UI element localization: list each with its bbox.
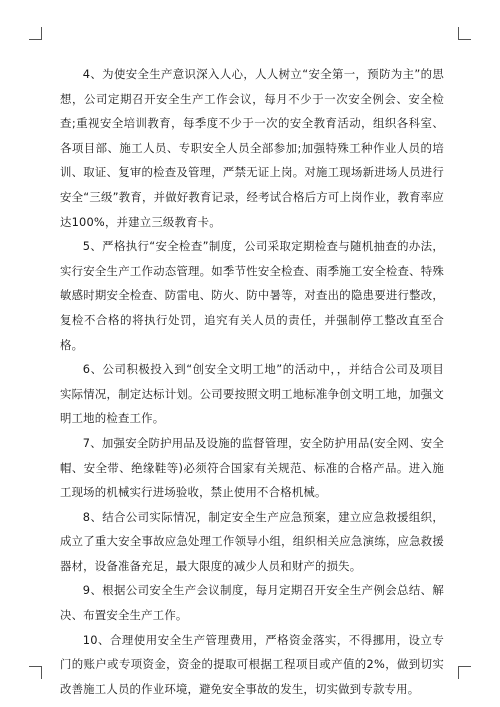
- paragraph-item-5: 5、严格执行“安全检查”制度，公司采取定期检查与随机抽查的办法，实行安全生产工作动态管理。如季节性安全检查、雨季施工安全检查、特殊敏感时期安全检查、防雷电、防火、防中暑等，对查出的隐患要进行整改，复检不合格的将执行处罚，追究有关人员的责任，并强制停工整改直至合格。: [60, 239, 444, 352]
- paragraph-item-4: 4、为使安全生产意识深入人心，人人树立“安全第一，预防为主”的思想，公司定期召开安全生产工作会议，每月不少于一次安全例会、安全检查;重视安全培训教育，每季度不少于一次的安全教育活动，组织各科室、各项目部、施工人员、专职安全人员全部参加;加强特殊工种作业人员的培训、取证、复审的检查及管理，严禁无证上岗。对施工现场新进场人员进行安全“三级”教育，并做好教育记录，经考试合格后方可上岗作业，教育率应达100%，并建立三级教育卡。: [60, 67, 444, 229]
- paragraph-item-10: 10、合理使用安全生产管理费用，严格资金落实，不得挪用，设立专门的账户或专项资金，资金的提取可根据工程项目或产值的2%，做到切实改善施工人员的作业环境，避免安全事故的发生，切实做到专款专用。: [60, 632, 444, 696]
- document-body: [60, 62, 444, 701]
- paragraph-item-8: 8、结合公司实际情况，制定安全生产应急预案，建立应急救援组织，成立了重大安全事故应急处理工作领导小组，组织相关应急演练，应急救援器材，设备准备充足，最大限度的减少人员和财产的损失。: [60, 509, 444, 573]
- paragraph-item-7: 7、加强安全防护用品及设施的监督管理，安全防护用品(安全网、安全帽、安全带、绝缘鞋等)必须符合国家有关规范、标准的合格产品。进入施工现场的机械实行进场验收，禁止使用不合格机械。: [60, 435, 444, 500]
- crop-mark-bottom-right: [458, 666, 471, 679]
- paragraph-item-6: 6、公司积极投入到“创安全文明工地”的活动中，，并结合公司及项目实际情况，制定达标计划。公司要按照文明工地标准争创文明工地，加强文明工地的检查工作。: [60, 362, 444, 426]
- crop-mark-bottom-left: [29, 666, 42, 679]
- paragraph-item-9: 9、根据公司安全生产会议制度，每月定期召开安全生产例会总结、解决、布置安全生产工作。: [60, 583, 444, 623]
- crop-mark-top-left: [29, 27, 42, 40]
- crop-mark-top-right: [458, 27, 471, 40]
